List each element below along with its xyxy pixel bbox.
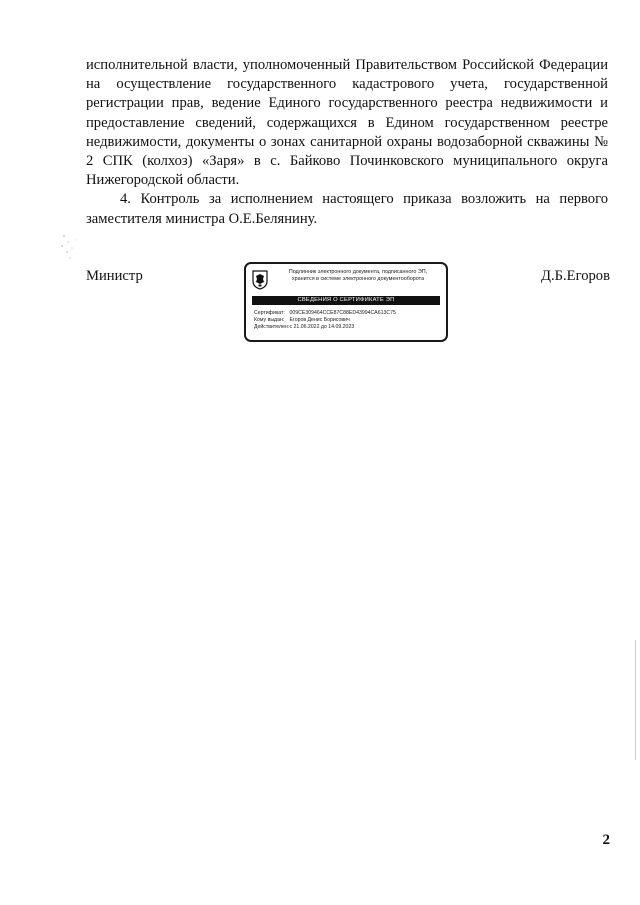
owner-value: Егоров Денис Борисович <box>289 316 350 323</box>
scan-specks <box>58 232 88 264</box>
stamp-caption <box>272 269 444 283</box>
paragraph-4: 4. Контроль за исполнением настоящего приказа возложить на первого заместителя министра О.Е.Белянину. <box>86 191 608 227</box>
validity-value: с 21.06.2022 до 14.09.2023 <box>289 323 355 330</box>
certificate-value: 009CE309464CCE87C88ED43994CA613C75 <box>289 310 396 316</box>
owner-label: Кому выдан: <box>254 316 285 323</box>
certificate-label: Сертификат: <box>254 310 285 316</box>
signatory-title: Министр <box>86 268 143 284</box>
page-number: 2 <box>602 832 610 848</box>
scan-edge-line <box>635 640 636 760</box>
paragraph-continuation: исполнительной власти, уполномоченный Правительством Российской Федерации на осуществление государственного кадастрового учета, государственной регистрации прав, ведение Единого государственного реестра недвижимости и предоставление сведений, содержащихся в Едином государственном реестре недвижимости, документы о зонах санитарной охраны водозаборной скважины № 2 СПК (колхоз) «Заря» в с. Байково Починковского муниципального округа Нижегородской области. <box>86 57 608 189</box>
signatory-name: Д.Б.Егоров <box>541 268 610 284</box>
stamp-certificate-header: СВЕДЕНИЯ О СЕРТИФИКАТЕ ЭП <box>252 296 440 305</box>
electronic-signature-stamp <box>244 262 448 342</box>
coat-of-arms-icon <box>252 270 268 290</box>
validity-label: Действителен: <box>254 323 290 330</box>
document-body <box>86 56 608 229</box>
stamp-certificate-details <box>254 310 444 330</box>
stamp-row-owner <box>254 317 444 324</box>
stamp-row-validity <box>254 324 444 331</box>
stamp-caption-line-2: хранится в системе электронного документооборота <box>291 276 425 282</box>
stamp-row-certificate <box>254 310 444 317</box>
stamp-caption-line-1: Подлинник электронного документа, подписанного ЭП, <box>288 269 428 275</box>
